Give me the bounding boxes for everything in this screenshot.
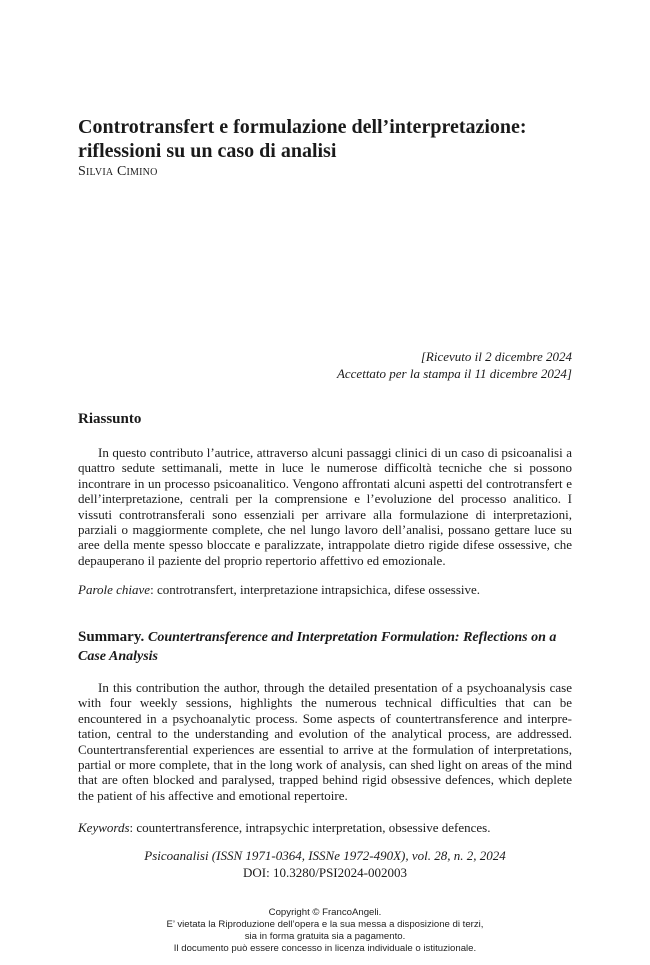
abstract-italian: In questo contributo l’autrice, attraverso alcuni passaggi clinici di un caso di psicoanalisi a quattro sedute settimanali, mette in luce le numerose difficoltà tecniche che si possono incontrare in un processo psicoanalitico. Vengono affrontati alcuni aspetti del controtransfert e dell’interpretazione, centrali per la comprensione e l’evoluzione del processo analitico. I vissuti controtransferali sono essenziali per arrivare alla formulazione di interpretazioni, parziali o maggiormente complete, che nel lungo lavoro dell’analisi, possano gettare luce su aree della mente spesso bloccate e paralizzate, intrappolate dietro rigide difese ossessive, che depauperano il paziente del proprio repertorio affettivo ed emozionale. <box>78 445 572 568</box>
keywords-italian <box>78 582 572 598</box>
copyright-notice <box>78 907 572 955</box>
received-date: [Ricevuto il 2 dicembre 2024 <box>420 349 572 364</box>
copyright-line-1: Copyright © FrancoAngeli. <box>268 907 382 918</box>
keywords-english-label: Keywords <box>78 820 130 835</box>
keywords-english-list: : countertransference, intrapsychic interpretation, obsessive defences. <box>129 820 491 835</box>
journal-info <box>78 847 572 881</box>
copyright-line-4: Il documento può essere concesso in licenza individuale o istituzionale. <box>173 943 477 954</box>
summary-heading <box>78 628 572 666</box>
abstract-english: In this contribution the author, through the detailed presentation of a psychoanalysis case with four weekly sessions, highlights the numerous technical difficulties that can be encountered in a psychoanalytic process. Some aspects of countertransference and interpretation, central to the understanding and evolution of the analytical process, are addressed. Countertransferential experiences are essential to arrive at the formulation of interpretations, partial or more complete, that in the long work of analysis, can shed light on areas of the mind that are often blocked and paralysed, trapped behind rigid obsessive defences, which deplete the patient of his affective and emotional repertoire. <box>78 680 572 803</box>
doi: DOI: 10.3280/PSI2024-002003 <box>243 865 407 880</box>
journal-reference: Psicoanalisi (ISSN 1971-0364, ISSNe 1972-490X), vol. 28, n. 2, 2024 <box>144 848 506 863</box>
riassunto-heading: Riassunto <box>78 411 142 427</box>
article-title: Controtransfert e formulazione dell’interpretazione: riflessioni su un caso di analisi <box>78 116 527 162</box>
accepted-date: Accettato per la stampa il 11 dicembre 2024] <box>336 366 572 381</box>
submission-dates <box>337 348 572 382</box>
copyright-line-3: sia in forma gratuita sia a pagamento. <box>244 931 406 942</box>
keywords-italian-label: Parole chiave <box>78 582 151 597</box>
summary-title: Countertransference and Interpretation Formulation: Reflections on a Case Analysis <box>78 630 557 664</box>
copyright-line-2: E’ vietata la Riproduzione dell’opera e la sua messa a disposizione di terzi, <box>166 919 484 930</box>
keywords-italian-list: : controtransfert, interpretazione intrapsichica, difese ossessive. <box>150 582 481 597</box>
keywords-english <box>78 820 572 836</box>
summary-label: Summary. <box>78 629 145 645</box>
author-name: Silvia Cimino <box>78 164 158 179</box>
